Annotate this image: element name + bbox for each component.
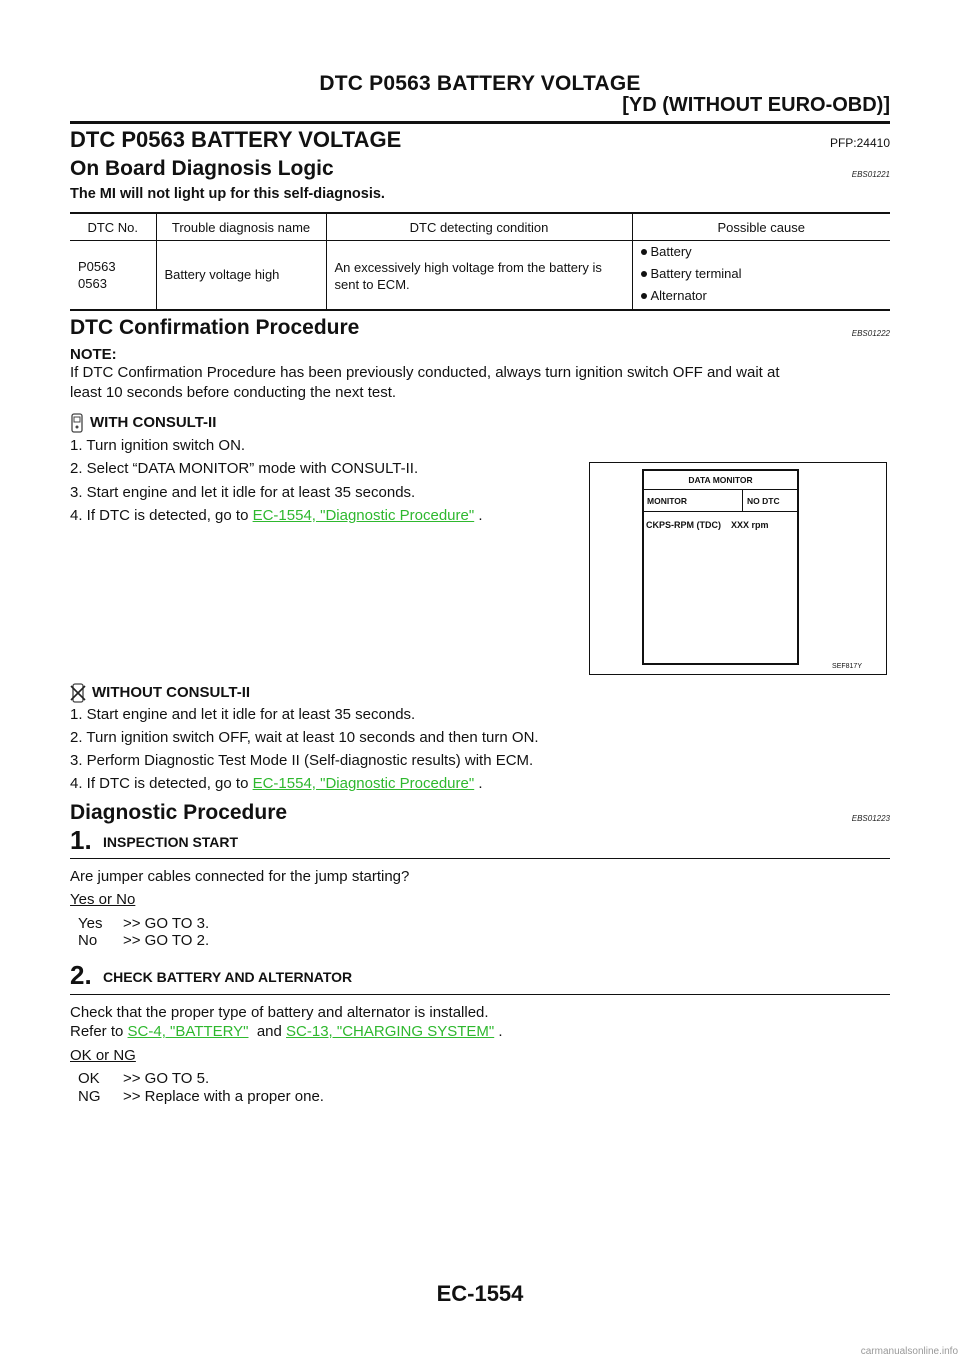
bullet-icon: [641, 249, 647, 255]
no-tester-icon: [70, 683, 86, 703]
step-1-question: Are jumper cables connected for the jump starting?: [70, 868, 410, 885]
consult-screen: [642, 469, 799, 665]
diagnostic-procedure-link-2[interactable]: EC-1554, "Diagnostic Procedure": [252, 775, 475, 792]
diagnostic-procedure-code: EBS01223: [851, 814, 890, 823]
step-2-divider: [70, 994, 890, 995]
step-2-refer-line: [70, 1023, 503, 1040]
data-monitor-figure: [589, 462, 887, 675]
table-header-dtc-no: DTC No.: [70, 213, 156, 241]
condition-line-2: sent to ECM.: [334, 277, 410, 292]
without-step-1: 1. Start engine and let it idle for at least 35 seconds.: [70, 706, 416, 723]
note-line-1: If DTC Confirmation Procedure has been previously conducted, always turn ignition switch OFF and wait at: [70, 364, 780, 381]
screen-divider: [644, 511, 797, 512]
dtc-no-cell: [70, 241, 156, 311]
monitor-item-label: CKPS-RPM (TDC): [646, 520, 721, 530]
list-item: [641, 241, 885, 263]
page-header-subtitle: [YD (WITHOUT EURO-OBD)]: [622, 94, 890, 116]
refer-middle: and: [248, 1023, 287, 1040]
confirmation-heading: DTC Confirmation Procedure: [70, 316, 360, 339]
note-label: NOTE:: [70, 346, 117, 363]
consult-tester-icon: [70, 413, 84, 433]
monitor-row: [646, 520, 769, 530]
answer-yes-action: >> GO TO 3.: [123, 915, 210, 932]
monitor-column-label: MONITOR: [647, 496, 687, 506]
note-line-2: least 10 seconds before conducting the next test.: [70, 384, 397, 401]
obd-logic-heading: On Board Diagnosis Logic: [70, 157, 334, 180]
without-consult-label: WITHOUT CONSULT-II: [92, 683, 251, 701]
bullet-icon: [641, 293, 647, 299]
diagnostic-procedure-link[interactable]: EC-1554, "Diagnostic Procedure": [252, 507, 475, 524]
yes-no-label: Yes or No: [70, 891, 136, 908]
part-number: PFP:24410: [829, 136, 890, 150]
without-step-4-text: 4. If DTC is detected, go to: [70, 775, 253, 792]
dtc-no-primary: P0563: [78, 258, 116, 274]
step-1-divider: [70, 858, 890, 859]
table-header-trouble-name: Trouble diagnosis name: [156, 213, 326, 241]
answer-ok-action: >> GO TO 5.: [123, 1070, 210, 1087]
step-1-title: INSPECTION START: [103, 834, 239, 850]
with-step-2: 2. Select “DATA MONITOR” mode with CONSULT-II.: [70, 460, 419, 477]
bullet-icon: [641, 271, 647, 277]
cause-battery: Battery: [650, 244, 692, 259]
dtc-no-secondary: 0563: [78, 275, 107, 291]
without-consult-heading: [70, 683, 250, 703]
list-item: [641, 263, 885, 285]
refer-suffix: .: [494, 1023, 503, 1040]
condition-line-1: An excessively high voltage from the battery is: [334, 260, 602, 275]
with-consult-label: WITH CONSULT-II: [90, 413, 217, 431]
answer-ng-action: >> Replace with a proper one.: [123, 1088, 324, 1105]
table-header-row: [70, 213, 890, 241]
without-step-3: 3. Perform Diagnostic Test Mode II (Self-diagnostic results) with ECM.: [70, 752, 534, 769]
list-item: [641, 285, 885, 307]
with-consult-heading: [70, 413, 216, 433]
condition-cell: [326, 241, 632, 311]
obd-logic-code: EBS01221: [851, 170, 890, 179]
page-number: EC-1554: [436, 1281, 524, 1306]
table-header-condition: DTC detecting condition: [326, 213, 632, 241]
answer-ok: OK: [78, 1070, 100, 1087]
battery-link[interactable]: SC-4, "BATTERY": [127, 1023, 249, 1040]
watermark: carmanualsonline.info: [860, 1346, 958, 1357]
ok-ng-label: OK or NG: [70, 1047, 136, 1064]
without-step-4-suffix: .: [474, 775, 483, 792]
refer-prefix: Refer to: [70, 1023, 128, 1040]
step-1-number: 1.: [70, 825, 92, 855]
dtc-table: [70, 212, 890, 311]
trouble-name-cell: Battery voltage high: [156, 241, 326, 311]
cause-alternator: Alternator: [650, 288, 707, 303]
answer-yes: Yes: [78, 915, 103, 932]
answer-no-action: >> GO TO 2.: [123, 932, 210, 949]
with-step-4: [70, 507, 483, 524]
header-divider: [70, 121, 890, 124]
step-2-title: CHECK BATTERY AND ALTERNATOR: [103, 969, 353, 985]
monitor-item-value: XXX rpm: [731, 520, 769, 530]
with-step-3: 3. Start engine and let it idle for at least 35 seconds.: [70, 484, 416, 501]
step-2-instruction: Check that the proper type of battery and alternator is installed.: [70, 1004, 489, 1021]
screen-divider: [742, 489, 743, 511]
without-step-2: 2. Turn ignition switch OFF, wait at least 10 seconds and then turn ON.: [70, 729, 539, 746]
step-2-number: 2.: [70, 960, 92, 990]
dtc-status-label: NO DTC: [747, 496, 780, 506]
table-header-possible-cause: Possible cause: [632, 213, 890, 241]
answer-ng: NG: [78, 1088, 101, 1105]
with-step-4-suffix: .: [474, 507, 483, 524]
page-header-title: DTC P0563 BATTERY VOLTAGE: [319, 72, 641, 95]
possible-cause-cell: [632, 241, 890, 311]
section-title: DTC P0563 BATTERY VOLTAGE: [70, 127, 402, 152]
answer-no: No: [78, 932, 98, 949]
screen-title: DATA MONITOR: [644, 471, 797, 490]
cause-battery-terminal: Battery terminal: [650, 266, 742, 281]
with-step-1: 1. Turn ignition switch ON.: [70, 437, 246, 454]
diagnostic-procedure-heading: Diagnostic Procedure: [70, 801, 288, 824]
figure-code: SEF817Y: [832, 663, 862, 670]
confirmation-code: EBS01222: [851, 329, 890, 338]
without-step-4: [70, 775, 483, 792]
charging-system-link[interactable]: SC-13, "CHARGING SYSTEM": [286, 1023, 495, 1040]
mi-note: The MI will not light up for this self-diagnosis.: [70, 186, 385, 202]
with-step-4-text: 4. If DTC is detected, go to: [70, 507, 253, 524]
table-row: [70, 241, 890, 311]
